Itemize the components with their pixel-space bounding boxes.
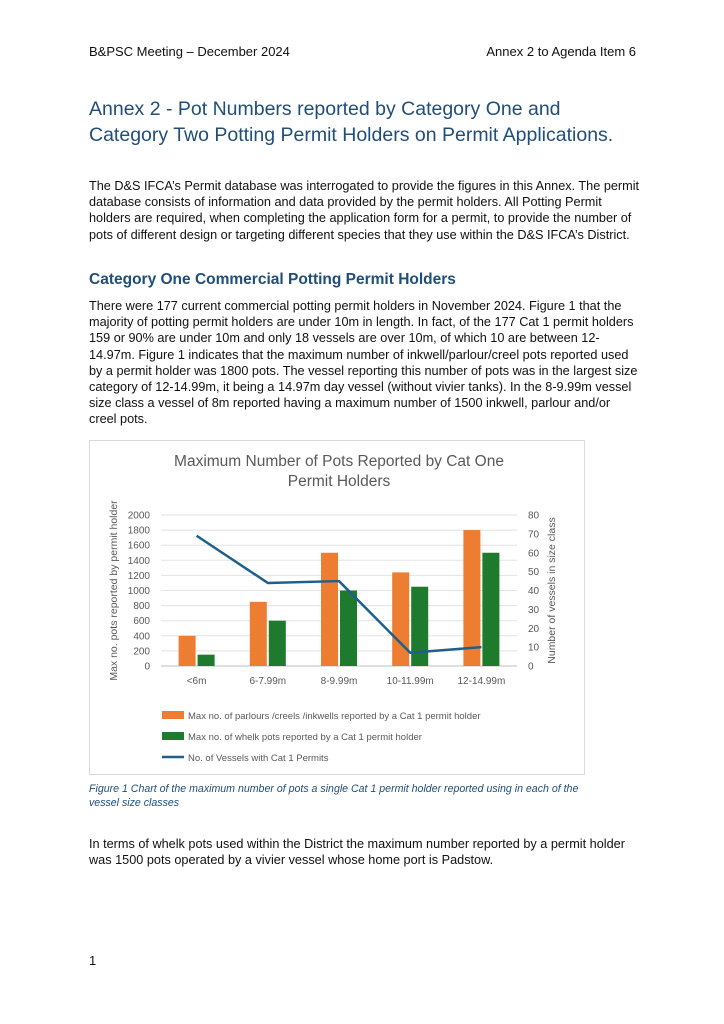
y2-tick-label: 60: [528, 548, 540, 560]
vessels-line: [197, 536, 482, 653]
closing-paragraph: In terms of whelk pots used within the District the maximum number reported by a permit holder was 1500 pots operated by a vivier vessel whose home port is Padstow.: [89, 837, 625, 868]
y2-tick-label: 70: [528, 529, 540, 541]
bar-whelk: [269, 621, 286, 666]
y2-tick-label: 40: [528, 586, 540, 597]
y-tick-label: 1600: [127, 540, 150, 552]
y-tick-label: 1800: [127, 525, 150, 537]
y-tick-label: 1200: [127, 570, 150, 582]
y-tick-label: 800: [133, 601, 150, 613]
y-axis-label: Max no. pots reported by permit holder: [108, 500, 120, 681]
legend-swatch: [162, 711, 184, 719]
bar-parlours: [321, 553, 338, 666]
x-tick-label: 6-7.99m: [249, 676, 287, 687]
legend-swatch: [162, 732, 184, 740]
bar-whelk: [198, 655, 215, 666]
header-right: Annex 2 to Agenda Item 6: [486, 44, 636, 59]
header-left: B&PSC Meeting – December 2024: [89, 44, 290, 59]
annex-title-line1: Annex 2 - Pot Numbers reported by Category One and: [89, 98, 561, 120]
y2-tick-label: 80: [528, 510, 540, 522]
y-tick-label: 200: [133, 646, 150, 658]
bar-whelk: [411, 587, 428, 666]
x-tick-label: 8-9.99m: [320, 676, 358, 687]
y2-tick-label: 30: [528, 604, 540, 616]
y2-tick-label: 0: [528, 661, 534, 673]
y2-axis-label: Number of vessels in size class: [546, 517, 558, 664]
bar-parlours: [392, 572, 409, 666]
page-number: 1: [89, 953, 97, 968]
y2-tick-label: 50: [528, 567, 540, 579]
y2-tick-label: 10: [528, 642, 540, 654]
bar-whelk: [482, 553, 499, 666]
y-tick-label: 1000: [127, 586, 150, 597]
bar-parlours: [250, 602, 267, 666]
figure-caption: Figure 1 Chart of the maximum number of pots a single Cat 1 permit holder reported using in each of the vessel size classes: [89, 783, 579, 809]
y2-tick-label: 20: [528, 623, 540, 635]
bar-parlours: [179, 636, 196, 666]
bar-whelk: [340, 591, 357, 667]
x-tick-label: 10-11.99m: [386, 676, 434, 687]
section-heading: Category One Commercial Potting Permit Holders: [89, 271, 456, 288]
legend-label: Max no. of whelk pots reported by a Cat 1 permit holder: [188, 732, 422, 743]
y-tick-label: 1400: [127, 555, 150, 567]
intro-paragraph: The D&S IFCA’s Permit database was interrogated to provide the figures in this Annex. The permit database consists of information and data provided by the permit holders. All Potting Permit holders are required, when completing the application form for a permit, to provide the number of pots of different design or targeting different species that they use within the D&S IFCA’s District.: [89, 179, 640, 242]
y-tick-label: 400: [133, 631, 150, 643]
x-tick-label: 12-14.99m: [457, 676, 506, 687]
legend-label: No. of Vessels with Cat 1 Permits: [188, 753, 329, 764]
annex-title: [89, 96, 649, 148]
y-tick-label: 2000: [127, 510, 150, 522]
y-tick-label: 0: [144, 661, 150, 673]
annex-title-line2: Category Two Potting Permit Holders on Permit Applications.: [89, 124, 614, 146]
section-paragraph: There were 177 current commercial potting permit holders in November 2024. Figure 1 that the majority of potting permit holders are under 10m in length. In fact, of the 177 Cat 1 permit holders 159 or 90% are under 10m and only 18 vessels are over 10m, of which 10 are between 12-14.97m. Figure 1 indicates that the maximum number of inkwell/parlour/creel pots reported used by a permit holder was 1800 pots. The vessel reporting this number of pots was in the largest size category of 12-14.99m, it being a 14.97m day vessel (without vivier tanks). In the 8-9.99m vessel size class a vessel of 8m reported having a maximum number of 1500 inkwell, parlour and/or creel pots.: [89, 299, 638, 427]
x-tick-label: <6m: [186, 676, 207, 687]
chart-title-line1: Maximum Number of Pots Reported by Cat One: [174, 453, 504, 470]
bar-parlours: [463, 530, 480, 666]
chart-svg: [90, 441, 584, 774]
y-tick-label: 600: [133, 616, 150, 628]
chart-title-line2: Permit Holders: [287, 473, 391, 490]
pot-numbers-chart: [89, 440, 585, 775]
legend-label: Max no. of parlours /creels /inkwells reported by a Cat 1 permit holder: [188, 711, 481, 722]
